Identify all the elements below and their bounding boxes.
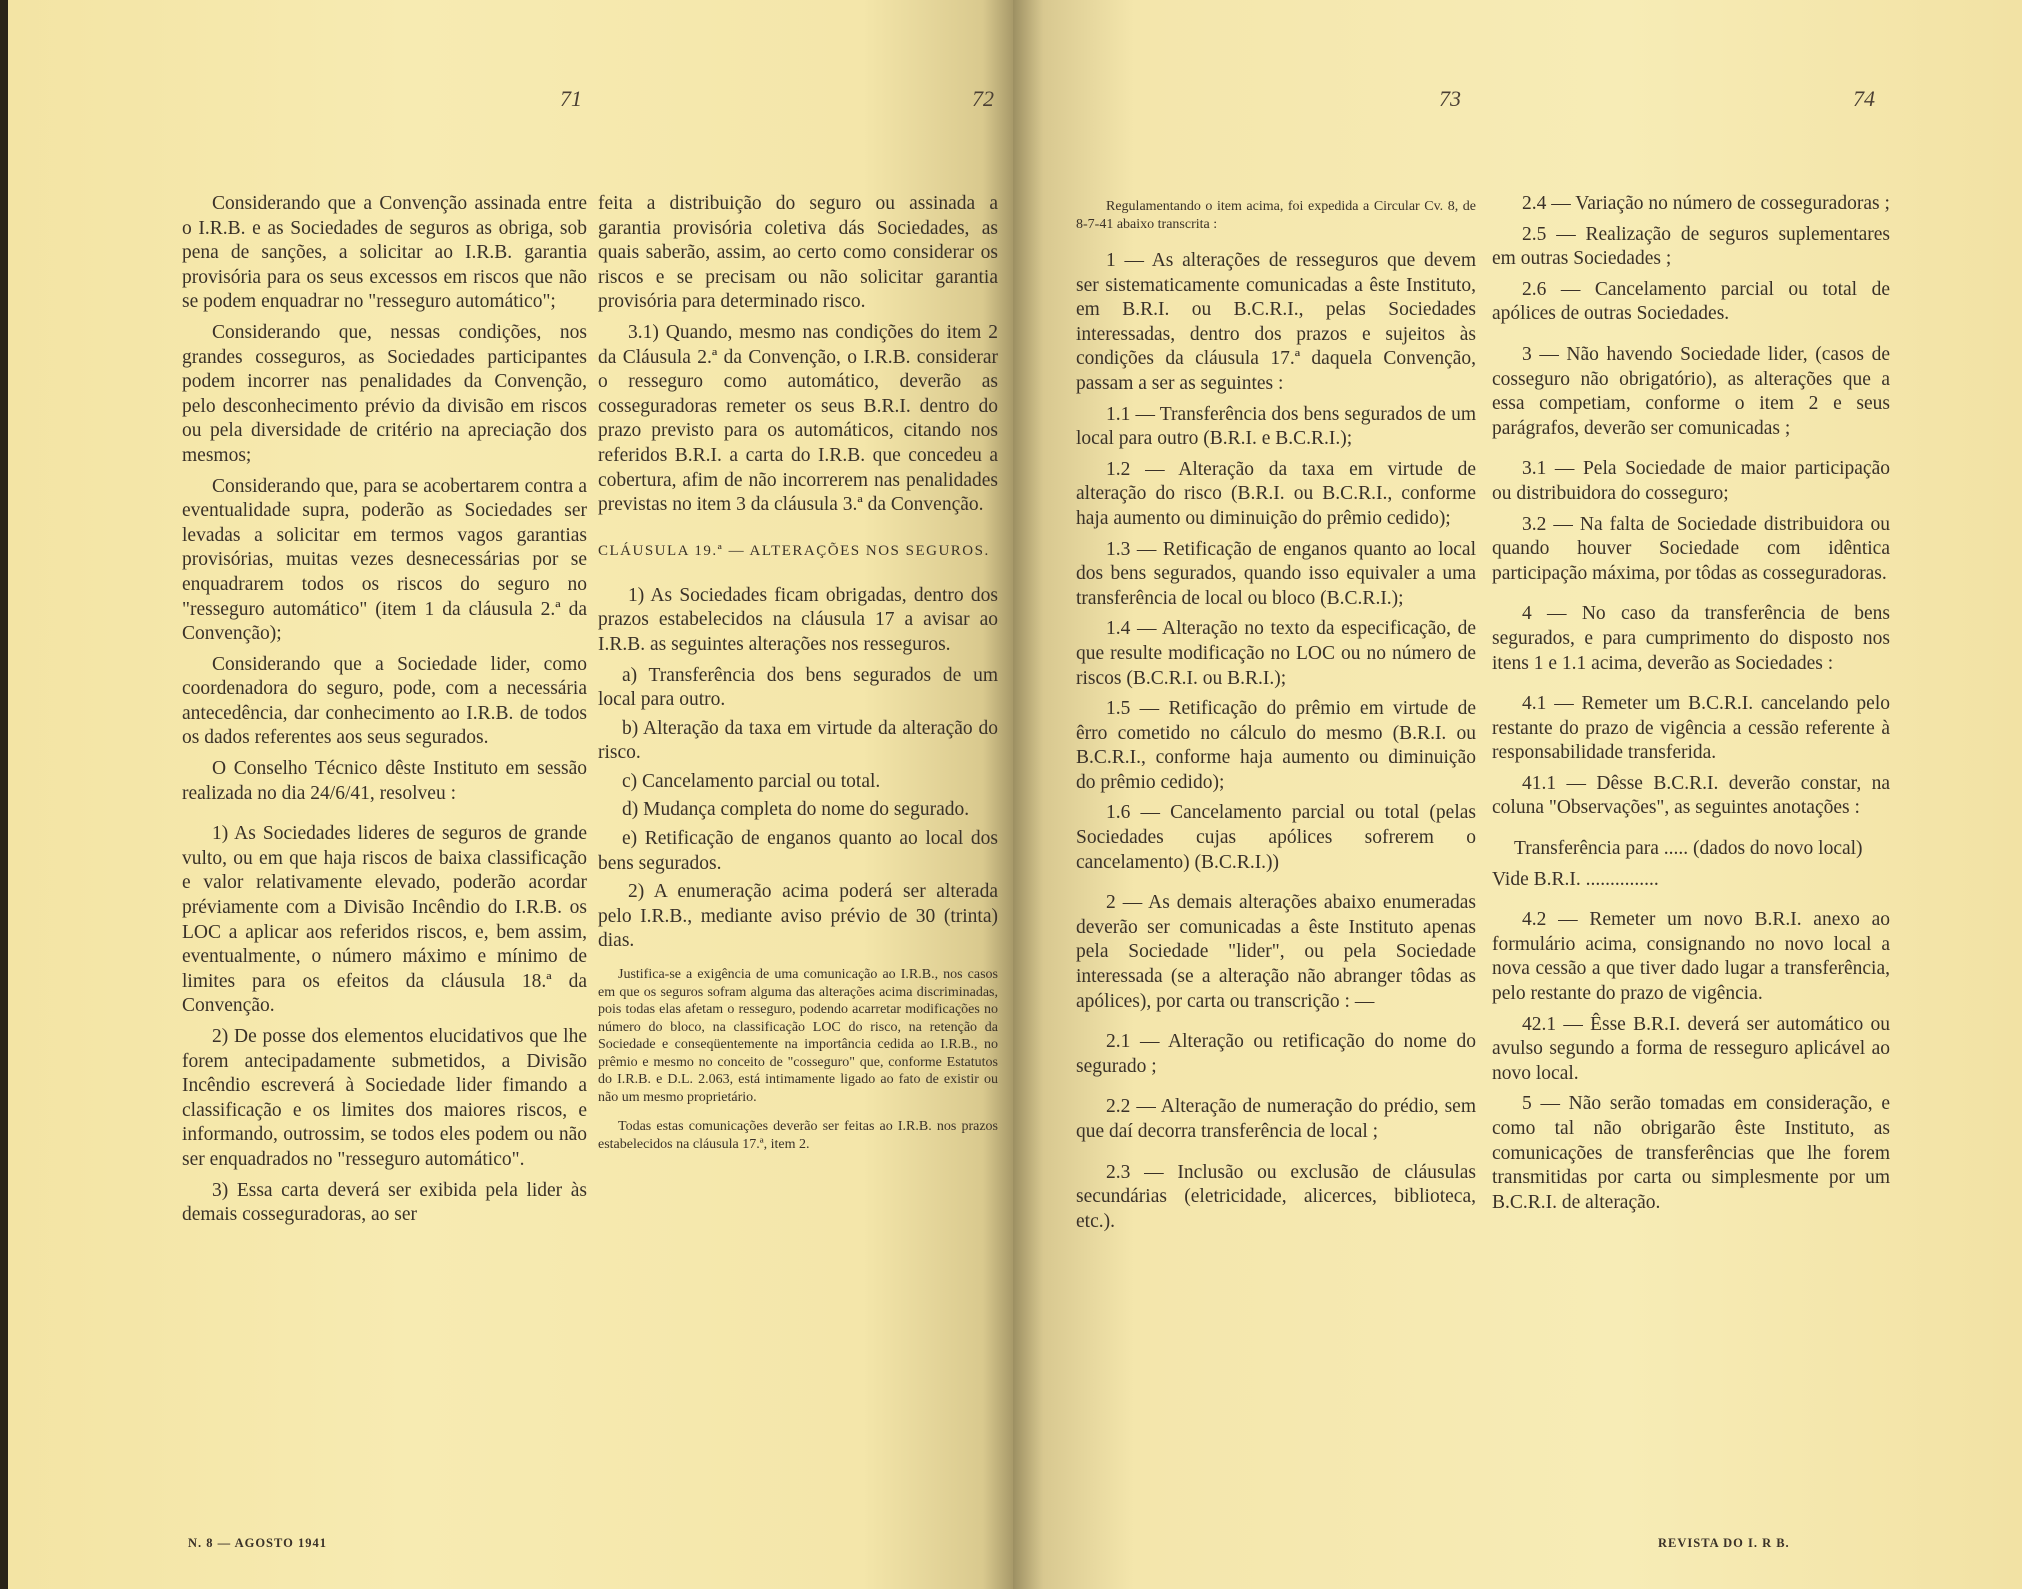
footer-journal: REVISTA DO I. R B.	[1658, 1536, 1790, 1550]
annotation-line: Transferência para ..... (dados do novo local)	[1514, 838, 1863, 860]
paragraph: O Conselho Técnico dêste Instituto em sessão realizada no dia 24/6/41, resolveu :	[182, 758, 587, 804]
paragraph: 41.1 — Dêsse B.C.R.I. deverão constar, na coluna "Observações", as seguintes anotações :	[1492, 772, 1890, 819]
page-number-74: 74	[1853, 86, 1875, 111]
column-3	[1076, 192, 1476, 1240]
list-item: c) Cancelamento parcial ou total.	[622, 770, 881, 792]
list-item: e) Retificação de enganos quanto ao local dos bens segurados.	[598, 828, 998, 874]
paragraph: 2.6 — Cancelamento parcial ou total de apólices de outras Sociedades.	[1492, 278, 1890, 325]
paragraph: 2.3 — Inclusão ou exclusão de cláusulas secundárias (eletricidade, alicerces, biblioteca, etc.).	[1076, 1161, 1476, 1232]
column-2	[598, 192, 998, 1159]
paragraph: 1) As Sociedades lideres de seguros de grande vulto, ou em que haja riscos de baixa classificação e valor relativamente elevado, poderão acordar préviamente com a Divisão Incêndio do I.R.B. os LOC a aplicar aos referidos riscos, e, bem assim, eventualmente, o número máximo e mínimo de limites para os efeitos da cláusula 18.ª da Convenção.	[182, 823, 587, 1017]
column-1	[182, 192, 587, 1234]
paragraph: 5 — Não serão tomadas em consideração, e como tal não obrigarão êste Instituto, as comunicações de transferências que lhe forem transmitidas por carta ou simplesmente por um B.C.R.I. de alteração.	[1492, 1093, 1890, 1213]
paragraph: 2) De posse dos elementos elucidativos que lhe forem antecipadamente submetidos, a Divisão Incêndio escreverá à Sociedade lider fimando a classificação e os limites dos maiores riscos, e informando, outrossim, se todos eles podem ou não ser enquadrados no "resseguro automático".	[182, 1026, 587, 1170]
paragraph: 1.5 — Retificação do prêmio em virtude de êrro cometido no cálculo do mesmo (B.R.I. ou B.C.R.I., conforme haja aumento ou diminuição do prêmio cedido);	[1076, 698, 1476, 793]
paragraph: feita a distribuição do seguro ou assinada a garantia provisória coletiva dás Sociedades, as quais saberão, assim, ao certo como considerar os riscos e se precisam ou não solicitar garantia provisória para determinado risco.	[598, 193, 998, 313]
list-item: b) Alteração da taxa em virtude da alteração do risco.	[598, 717, 998, 764]
paragraph: 2 — As demais alterações abaixo enumeradas deverão ser comunicadas a êste Instituto apenas pela Sociedade "lider", ou pela Sociedade interessada (se a alteração não abranger tôdas as apólices), por carta ou transcrição : —	[1076, 892, 1476, 1012]
list-item: a) Transferência dos bens segurados de um local para outro.	[598, 664, 998, 711]
paragraph: 4 — No caso da transferência de bens segurados, e para cumprimento do disposto nos itens 1 e 1.1 acima, deverão as Sociedades :	[1492, 603, 1890, 674]
paragraph: 3) Essa carta deverá ser exibida pela lider às demais cosseguradoras, ao ser	[182, 1179, 587, 1226]
paragraph: 1 — As alterações de resseguros que devem ser sistematicamente comunicadas a êste Instituto, em B.R.I. ou B.C.R.I., pelas Sociedades interessadas, dentro dos prazos e sujeitos às condições da cláusula 17.ª daquela Convenção, passam a ser as seguintes :	[1076, 250, 1476, 394]
paragraph: 42.1 — Êsse B.R.I. deverá ser automático ou avulso segundo a forma de resseguro aplicável ao novo local.	[1492, 1013, 1890, 1084]
paragraph: 1.1 — Transferência dos bens segurados de um local para outro (B.R.I. e B.C.R.I.);	[1076, 403, 1476, 450]
page-number-73: 73	[1439, 86, 1461, 111]
intro-note: Regulamentando o item acima, foi expedida a Circular Cv. 8, de 8-7-41 abaixo transcrita :	[1076, 199, 1476, 232]
right-page	[1013, 0, 2022, 1589]
list-item: d) Mudança completa do nome do segurado.	[622, 799, 970, 821]
paragraph: 3 — Não havendo Sociedade lider, (casos de cosseguro não obrigatório), as alterações que a essa competiam, conforme o item 2 e seus parágrafos, deverão ser comunicadas ;	[1492, 343, 1890, 439]
paragraph: Considerando que, para se acobertarem contra a eventualidade supra, poderão as Sociedades ser levadas a solicitar em termos vagos garantias provisórias, muitas vezes desnecessárias por se enquadrarem todos os riscos do seguro no "resseguro automático" (item 1 da cláusula 2.ª da Convenção);	[182, 475, 587, 645]
paragraph: Considerando que a Sociedade lider, como coordenadora do seguro, pode, com a necessária antecedência, dar conhecimento ao I.R.B. de todos os dados referentes aos seus segurados.	[182, 653, 587, 749]
paragraph: 1.4 — Alteração no texto da especificação, de que resulte modificação no LOC ou no número de riscos (B.C.R.I. ou B.R.I.);	[1076, 618, 1476, 689]
paragraph: 4.1 — Remeter um B.C.R.I. cancelando pelo restante do prazo de vigência a cessão referente à responsabilidade transferida.	[1492, 693, 1890, 764]
paragraph: 1.6 — Cancelamento parcial ou total (pelas Sociedades cujas apólices sofrerem o cancelamento) (B.C.R.I.))	[1076, 802, 1476, 873]
paragraph: Considerando que a Convenção assinada entre o I.R.B. e as Sociedades de seguros as obriga, sob pena de sanções, a solicitar ao I.R.B. garantia provisória para os seus excessos em riscos que não se podem enquadrar no "resseguro automático";	[182, 193, 587, 313]
paragraph: 2) A enumeração acima poderá ser alterada pelo I.R.B., mediante aviso prévio de 30 (trinta) dias.	[598, 881, 998, 952]
paragraph: 1.3 — Retificação de enganos quanto ao local dos bens segurados, quando isso equivaler a uma transferência de local ou bloco (B.C.R.I.);	[1076, 538, 1476, 609]
paragraph: 1) As Sociedades ficam obrigadas, dentro dos prazos estabelecidos na cláusula 17 a avisar ao I.R.B. as seguintes alterações nos resseguros.	[598, 584, 998, 655]
note-paragraph: Justifica-se a exigência de uma comunicação ao I.R.B., nos casos em que os seguros sofram alguma das alterações acima discriminadas, pois todas elas afetam o resseguro, podendo acarretar modificações no número do bloco, na classificação LOC do risco, na retenção da Sociedade e conseqüentemente na importância cedida ao I.R.B., no prêmio e mesmo no conceito de "cosseguro" que, conforme Estatutos do I.R.B. e D.L. 2.063, está intimamente ligado ao fato de existir ou não um mesmo proprietário.	[598, 967, 998, 1105]
note-paragraph: Todas estas comunicações deverão ser feitas ao I.R.B. nos prazos estabelecidos na cláusula 17.ª, item 2.	[598, 1119, 998, 1152]
paragraph: 2.2 — Alteração de numeração do prédio, sem que daí decorra transferência de local ;	[1076, 1096, 1476, 1142]
page-number-71: 71	[560, 86, 582, 111]
paragraph: 4.2 — Remeter um novo B.R.I. anexo ao formulário acima, consignando no novo local a nova cessão a que tiver dado lugar a transferência, pelo restante do prazo de vigência.	[1492, 909, 1890, 1005]
paragraph: 2.4 — Variação no número de cosseguradoras ;	[1522, 193, 1890, 214]
paragraph: Considerando que, nessas condições, nos grandes cosseguros, as Sociedades participantes podem incorrer nas penalidades da Convenção, pelo desconhecimento prévio da divisão em riscos ou pela diversidade de critério na apreciação dos mesmos;	[182, 321, 587, 466]
clause-heading: CLÁUSULA 19.ª — ALTERAÇÕES NOS SEGUROS.	[598, 542, 990, 559]
page-number-72: 72	[972, 86, 994, 111]
column-4	[1492, 192, 1890, 1221]
paragraph: 2.5 — Realização de seguros suplementares em outras Sociedades ;	[1492, 223, 1890, 270]
paragraph: 1.2 — Alteração da taxa em virtude de alteração do risco (B.R.I. ou B.C.R.I., conforme haja aumento ou diminuição do prêmio cedido);	[1076, 458, 1476, 529]
annotation-line: Vide B.R.I. ...............	[1492, 868, 1659, 890]
footer-issue: N. 8 — AGOSTO 1941	[188, 1536, 327, 1550]
paragraph: 2.1 — Alteração ou retificação do nome do segurado ;	[1076, 1031, 1476, 1077]
paragraph: 3.2 — Na falta de Sociedade distribuidora ou quando houver Sociedade com idêntica participação máxima, por tôdas as cosseguradoras.	[1492, 513, 1890, 584]
paragraph: 3.1 — Pela Sociedade de maior participação ou distribuidora do cosseguro;	[1492, 458, 1890, 504]
paragraph: 3.1) Quando, mesmo nas condições do item 2 da Cláusula 2.ª da Convenção, o I.R.B. considerar o resseguro como automático, deverão as cosseguradoras remeter os seus B.R.I. dentro do prazo previsto para os automáticos, citando nos referidos B.R.I. a carta do I.R.B. que concedeu a cobertura, afim de não incorrerem nas penalidades previstas no item 3 da cláusula 3.ª da Convenção.	[598, 321, 998, 516]
left-page	[8, 0, 1013, 1589]
